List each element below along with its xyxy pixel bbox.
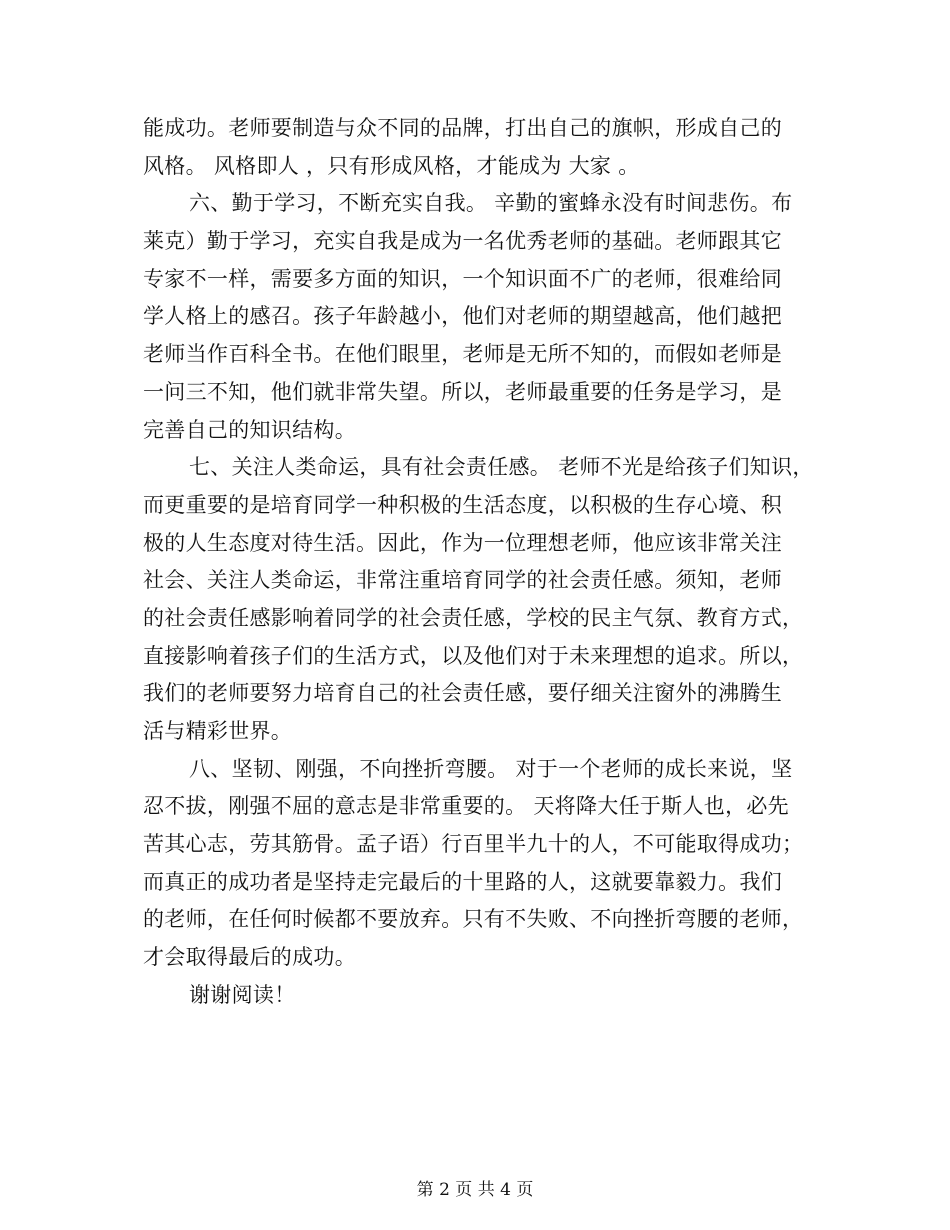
text-line: 能成功。老师要制造与众不同的品牌，打出自己的旗帜，形成自己的	[143, 116, 782, 140]
section-heading-line: 八、坚韧、刚强，不向挫折弯腰。 对于一个老师的成长来说，坚	[189, 756, 793, 781]
text-line: 我们的老师要努力培育自己的社会责任感，要仔细关注窗外的沸腾生	[143, 681, 782, 706]
section-heading-line: 六、勤于学习，不断充实自我。 辛勤的蜜蜂永没有时间悲伤。布	[189, 191, 793, 216]
text-line: 极的人生态度对待生活。因此，作为一位理想老师，他应该非常关注	[143, 530, 782, 555]
text-line: 直接影响着孩子们的生活方式，以及他们对于未来理想的追求。所以，	[143, 643, 804, 668]
text-line: 而真正的成功者是坚持走完最后的十里路的人，这就要靠毅力。我们	[143, 869, 782, 894]
text-line: 的老师，在任何时候都不要放弃。只有不失败、不向挫折弯腰的老师，	[143, 907, 804, 932]
text-line: 社会、关注人类命运，非常注重培育同学的社会责任感。须知，老师	[143, 568, 782, 593]
page-number-footer: 第 2 页 共 4 页	[416, 1180, 534, 1200]
text-line: 完善自己的知识结构。	[143, 417, 356, 442]
closing-line: 谢谢阅读！	[189, 982, 296, 1007]
text-line: 学人格上的感召。孩子年龄越小，他们对老师的期望越高，他们越把	[143, 304, 782, 329]
text-line: 而更重要的是培育同学一种积极的生活态度，以积极的生存心境、积	[143, 492, 782, 517]
section-heading-line: 七、关注人类命运，具有社会责任感。 老师不光是给孩子们知识，	[189, 455, 814, 480]
text-line: 苦其心志，劳其筋骨。孟子语）行百里半九十的人，不可能取得成功；	[143, 832, 804, 857]
text-line: 才会取得最后的成功。	[143, 945, 356, 970]
text-line: 老师当作百科全书。在他们眼里，老师是无所不知的，而假如老师是	[143, 342, 782, 367]
text-line: 的社会责任感影响着同学的社会责任感，学校的民主气氛、教育方式，	[143, 605, 804, 630]
body-text	[143, 110, 823, 1015]
text-line: 专家不一样，需要多方面的知识，一个知识面不广的老师，很难给同	[143, 266, 782, 291]
text-line: 风格。 风格即人 ，只有形成风格，才能成为 大家 。	[143, 153, 640, 178]
text-line: 一问三不知，他们就非常失望。所以，老师最重要的任务是学习，是	[143, 379, 782, 404]
text-line: 莱克）勤于学习，充实自我是成为一名优秀老师的基础。老师跟其它	[143, 229, 782, 254]
text-line: 忍不拔，刚强不屈的意志是非常重要的。 天将降大任于斯人也，必先	[143, 794, 789, 819]
text-line: 活与精彩世界。	[143, 719, 293, 743]
